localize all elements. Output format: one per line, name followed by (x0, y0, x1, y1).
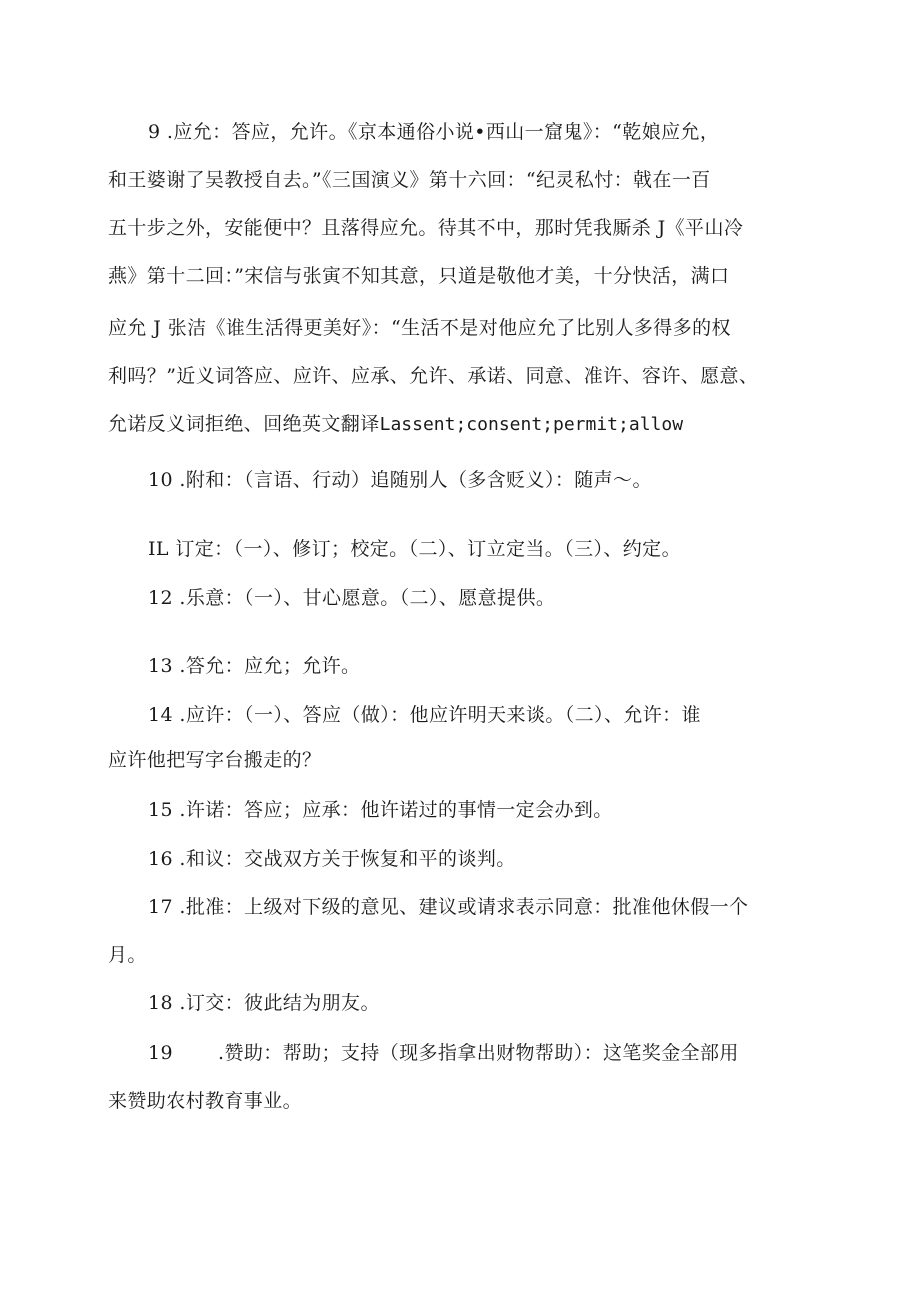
entry-9-line-6: 利吗？”近义词答应、应许、应承、允许、承诺、同意、准许、容许、愿意、 (108, 365, 759, 387)
entry-13: 13 .答允：应允；允许。 (148, 655, 361, 677)
entry-9-line-4: 燕》第十二回：”宋信与张寅不知其意，只道是敬他才美，十分快活，满口 (108, 265, 730, 287)
entry-9-line-3: 五十步之外，安能便中？且落得应允。待其不中，那时凭我厮杀 J《平山冷 (108, 217, 744, 239)
entry-9-english-translation: Lassent;consent;permit;allow (379, 414, 684, 435)
entry-12: 12 .乐意：（一）、甘心愿意。（二）、愿意提供。 (148, 587, 556, 609)
entry-19-line-2: 来赞助农村教育事业。 (108, 1090, 303, 1112)
entry-14-line-1: 14 .应许：（一）、答应（做）：他应许明天来谈。（二）、允许：谁 (148, 704, 701, 726)
entry-9-line-5: 应允 J 张洁《谁生活得更美好》：“生活不是对他应允了比别人多得多的权 (108, 317, 731, 339)
entry-9-line-1: 9 .应允：答应，允许。《京本通俗小说•西山一窟鬼》：“乾娘应允， (148, 121, 720, 143)
entry-17-line-1: 17 .批准：上级对下级的意见、建议或请求表示同意：批准他休假一个 (148, 896, 749, 918)
entry-9-line-7-text: 允诺反义词拒绝、回绝英文翻译 (108, 413, 380, 435)
entry-15: 15 .许诺：答应；应承：他许诺过的事情一定会办到。 (148, 799, 613, 821)
entry-19-line-1: 19 .赞助：帮助；支持（现多指拿出财物帮助）：这笔奖金全部用 (148, 1042, 739, 1064)
entry-9-line-7 (108, 410, 683, 439)
entry-10: 10 .附和：（言语、行动）追随别人（多含贬义）：随声～。 (148, 469, 652, 491)
entry-14-line-2: 应许他把写字台搬走的？ (108, 749, 322, 771)
entry-16: 16 .和议：交战双方关于恢复和平的谈判。 (148, 848, 516, 870)
entry-18: 18 .订交：彼此结为朋友。 (148, 992, 380, 1014)
entry-11: IL 订定：（一）、修订；校定。（二）、订立定当。（三）、约定。 (148, 538, 681, 560)
entry-9-line-2: 和王婆谢了吴教授自去。”《三国演义》第十六回：“纪灵私忖：戟在一百 (108, 169, 711, 191)
entry-17-line-2: 月。 (108, 944, 147, 966)
